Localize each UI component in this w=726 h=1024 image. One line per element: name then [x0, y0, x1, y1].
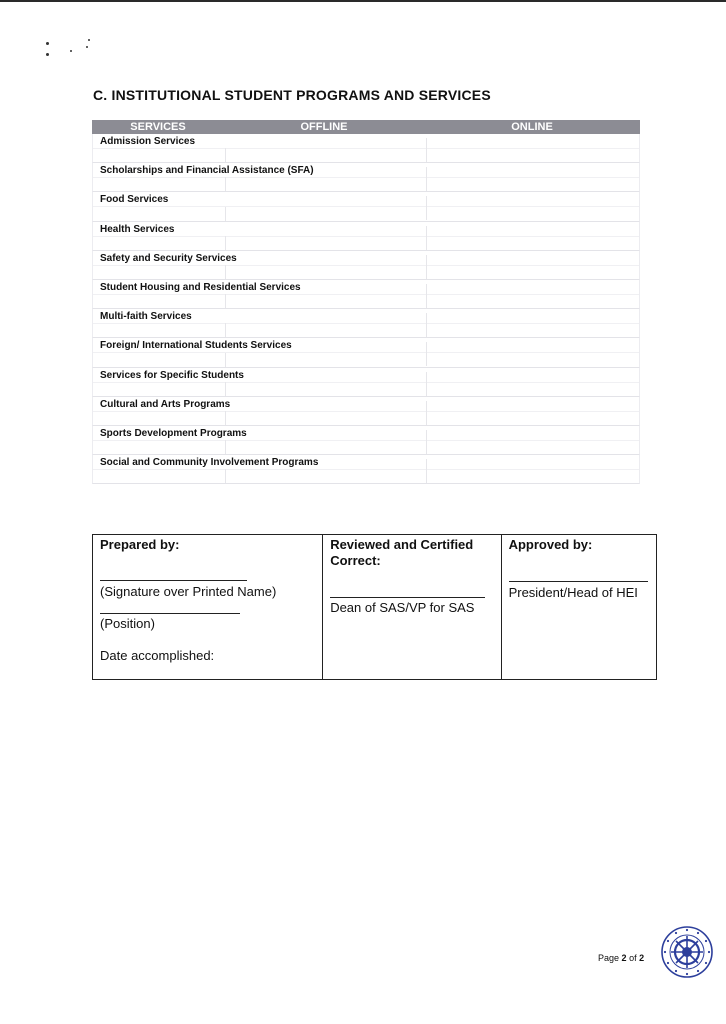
row-inner-rule [93, 206, 639, 207]
row-inner-rule [93, 382, 639, 383]
row-inner-rule [93, 440, 639, 441]
reviewer-signature-line [330, 597, 485, 598]
service-label: Student Housing and Residential Services [100, 281, 301, 293]
dean-caption: Dean of SAS/VP for SAS [330, 600, 475, 615]
row-inner-rule [93, 236, 639, 237]
page-number [598, 953, 644, 963]
row-inner-rule [93, 323, 639, 324]
offline-divider [225, 236, 226, 250]
page-total: 2 [639, 953, 645, 963]
online-divider [426, 401, 427, 425]
page-of: of [629, 953, 637, 963]
offline-divider [225, 382, 226, 396]
table-row [92, 397, 640, 426]
service-label: Admission Services [100, 136, 196, 147]
position-caption: (Position) [100, 616, 155, 631]
service-label: Foreign/ International Students Services [100, 340, 292, 352]
online-divider [426, 313, 427, 337]
reviewed-by-heading: Reviewed and Certified Correct: [330, 537, 474, 568]
offline-divider [225, 148, 226, 162]
offline-divider [225, 440, 226, 454]
position-line [100, 613, 240, 614]
page-prefix: Page [598, 953, 620, 963]
header-online: ONLINE [511, 121, 553, 133]
signature-caption: (Signature over Printed Name) [100, 584, 277, 599]
offline-divider [225, 177, 226, 191]
table-row [92, 163, 640, 192]
service-label: Scholarships and Financial Assistance (SFA) [100, 165, 314, 177]
table-row [92, 455, 640, 484]
approved-by-heading: Approved by: [508, 537, 593, 552]
reviewed-by-cell [323, 535, 501, 679]
scan-specks [44, 38, 104, 62]
date-caption: Date accomplished: [100, 648, 215, 663]
services-table-body [92, 134, 640, 484]
services-table [92, 120, 640, 484]
online-divider [426, 226, 427, 250]
offline-divider [225, 207, 226, 221]
service-label: Services for Specific Students [100, 369, 244, 381]
service-label: Safety and Security Services [100, 252, 237, 264]
row-inner-rule [93, 265, 639, 266]
offline-divider [225, 265, 226, 279]
approver-signature-line [509, 581, 648, 582]
table-row [92, 192, 640, 221]
table-row [92, 134, 640, 163]
section-title: C. INSTITUTIONAL STUDENT PROGRAMS AND SERVICES [93, 87, 491, 103]
online-divider [426, 372, 427, 396]
service-label: Food Services [100, 194, 169, 206]
signatories-table [92, 534, 657, 680]
service-label: Multi-faith Services [100, 311, 192, 323]
table-row [92, 338, 640, 367]
row-inner-rule [93, 352, 639, 353]
service-label: Sports Development Programs [100, 427, 247, 439]
offline-divider [225, 294, 226, 308]
row-inner-rule [93, 177, 639, 178]
online-divider [426, 138, 427, 162]
table-row [92, 309, 640, 338]
offline-divider [225, 469, 226, 483]
offline-divider [225, 323, 226, 337]
president-caption: President/Head of HEI [508, 585, 638, 600]
service-label: Cultural and Arts Programs [100, 398, 231, 410]
online-divider [426, 342, 427, 366]
ched-seal-icon [660, 925, 714, 979]
table-row [92, 251, 640, 280]
row-inner-rule [93, 148, 639, 149]
online-divider [426, 284, 427, 308]
prepared-by-cell [93, 535, 323, 679]
date-line [100, 679, 194, 680]
online-divider [426, 459, 427, 483]
row-inner-rule [93, 411, 639, 412]
table-row [92, 280, 640, 309]
services-table-header [92, 120, 640, 134]
service-label: Social and Community Involvement Programs [100, 457, 319, 469]
scan-top-edge [0, 0, 726, 2]
header-offline: OFFLINE [300, 121, 348, 133]
page-current: 2 [621, 953, 627, 963]
table-row [92, 426, 640, 455]
offline-divider [225, 353, 226, 367]
prepared-signature-line [100, 580, 247, 581]
table-row [92, 222, 640, 251]
table-row [92, 368, 640, 397]
online-divider [426, 255, 427, 279]
approved-by-cell [502, 535, 656, 679]
prepared-by-heading: Prepared by: [100, 537, 180, 552]
row-inner-rule [93, 294, 639, 295]
header-services: SERVICES [130, 121, 186, 133]
online-divider [426, 430, 427, 454]
offline-divider [225, 411, 226, 425]
online-divider [426, 196, 427, 220]
row-inner-rule [93, 469, 639, 470]
service-label: Health Services [100, 223, 175, 235]
online-divider [426, 167, 427, 191]
